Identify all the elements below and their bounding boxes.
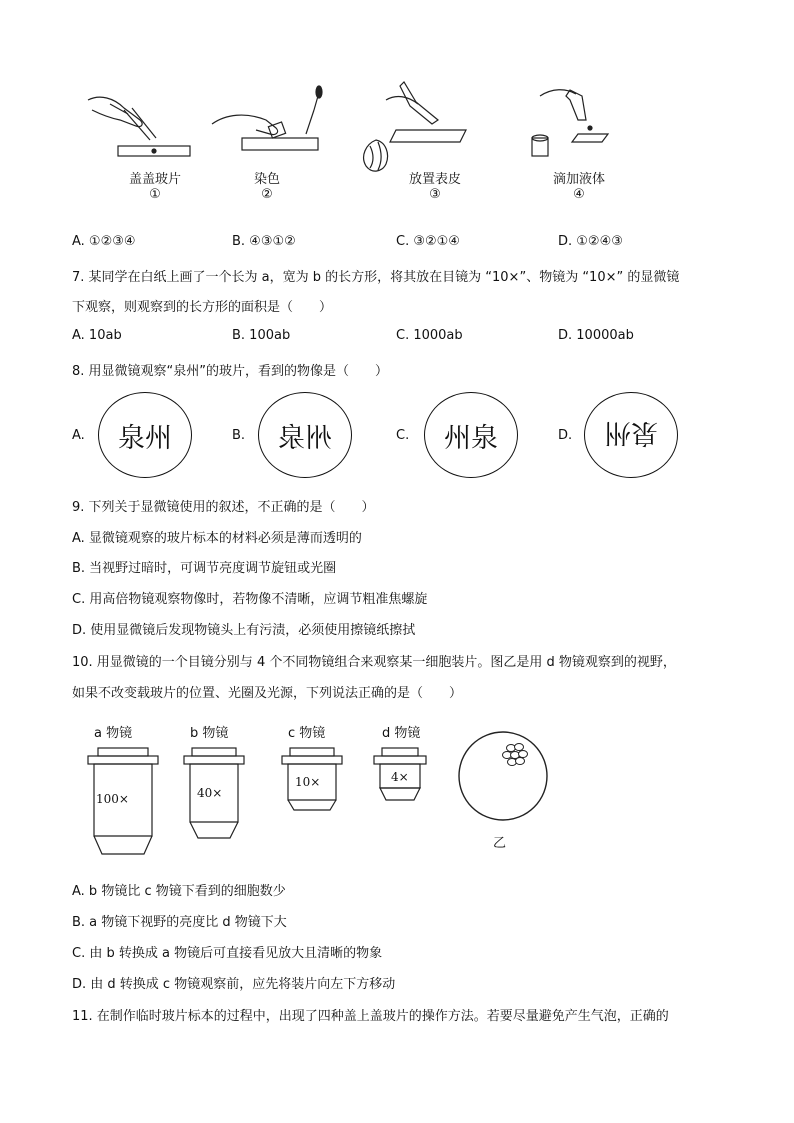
- q10-option-d[interactable]: D. 由 d 转换成 c 物镜观察前，应先将装片向左下方移动: [72, 977, 396, 992]
- objective-b-magnification: 40×: [197, 786, 223, 800]
- cell-cluster: [503, 744, 528, 766]
- view-field-diagram: [455, 728, 551, 824]
- q6-fig4-number: ④: [573, 187, 585, 202]
- q8-label-b[interactable]: B.: [232, 428, 246, 443]
- objective-d-label: d 物镜: [382, 726, 421, 741]
- objectives-diagram: [80, 744, 440, 864]
- q10-option-b[interactable]: B. a 物镜下视野的亮度比 d 物镜下大: [72, 915, 287, 930]
- q8-circle-d[interactable]: [584, 392, 678, 478]
- q7-option-b[interactable]: B. 100ab: [232, 328, 291, 343]
- q8-stem: 8. 用显微镜观察“泉州”的玻片，看到的物像是（ ）: [72, 364, 389, 379]
- q9-option-a[interactable]: A. 显微镜观察的玻片标本的材料必须是薄而透明的: [72, 531, 362, 546]
- q6-option-c[interactable]: C. ③②①④: [396, 234, 460, 249]
- q10-stem-line2: 如果不改变载玻片的位置、光圈及光源，下列说法正确的是（ ）: [72, 686, 463, 701]
- placing-epidermis-illustration: [364, 82, 466, 171]
- cover-slip-illustration: [88, 97, 190, 156]
- q9-option-b[interactable]: B. 当视野过暗时，可调节亮度调节旋钮或光圈: [72, 561, 337, 576]
- q9-stem: 9. 下列关于显微镜使用的叙述，不正确的是（ ）: [72, 500, 375, 515]
- q6-fig2-caption: 染色: [253, 172, 280, 187]
- q8-circle-c[interactable]: [424, 392, 518, 478]
- q6-fig3-number: ③: [429, 187, 441, 202]
- q6-option-b[interactable]: B. ④③①②: [232, 234, 296, 249]
- objective-d-magnification: 4×: [391, 770, 409, 784]
- objective-b-label: b 物镜: [190, 726, 229, 741]
- objective-c-label: c 物镜: [288, 726, 326, 741]
- q8-label-a[interactable]: A.: [72, 428, 85, 443]
- q10-option-c[interactable]: C. 由 b 转换成 a 物镜后可直接看见放大且清晰的物象: [72, 946, 383, 961]
- q9-option-d[interactable]: D. 使用显微镜后发现物镜头上有污渍，必须使用擦镜纸擦拭: [72, 623, 416, 638]
- q7-option-d[interactable]: D. 10000ab: [558, 328, 634, 343]
- q7-stem-line1: 7. 某同学在白纸上画了一个长为 a，宽为 b 的长方形，将其放在目镜为 “10×”、物镜为 “10×” 的显微镜: [72, 270, 680, 285]
- objective-c-magnification: 10×: [295, 775, 321, 789]
- q8-circle-b[interactable]: [258, 392, 352, 478]
- q6-fig4-caption: 滴加液体: [552, 172, 605, 187]
- q6-option-d[interactable]: D. ①②④③: [558, 234, 623, 249]
- q8-text-c: 州泉: [444, 422, 498, 454]
- q6-figure-strip: [70, 80, 630, 180]
- view-field-label: 乙: [493, 836, 507, 851]
- q8-circle-a[interactable]: [98, 392, 192, 478]
- q7-option-c[interactable]: C. 1000ab: [396, 328, 463, 343]
- q8-label-c[interactable]: C.: [396, 428, 410, 443]
- q8-text-a: 泉州: [118, 422, 172, 454]
- objective-a-label: a 物镜: [94, 726, 133, 741]
- q6-fig2-number: ②: [261, 187, 273, 202]
- q6-fig3-caption: 放置表皮: [408, 172, 461, 187]
- q6-fig1-caption: 盖盖玻片: [128, 172, 181, 187]
- q7-stem-line2: 下观察，则观察到的长方形的面积是（ ）: [72, 300, 333, 315]
- q6-fig1-number: ①: [149, 187, 161, 202]
- q10-stem-line1: 10. 用显微镜的一个目镜分别与 4 个不同物镜组合来观察某一细胞装片。图乙是用 d 物镜观察到的视野，: [72, 655, 676, 670]
- adding-liquid-illustration: [532, 90, 608, 156]
- q8-label-d[interactable]: D.: [558, 428, 573, 443]
- q9-option-c[interactable]: C. 用高倍物镜观察物像时，若物像不清晰，应调节粗准焦螺旋: [72, 592, 428, 607]
- q8-text-d-rotated: 泉州: [604, 416, 658, 448]
- q10-option-a[interactable]: A. b 物镜比 c 物镜下看到的细胞数少: [72, 884, 286, 899]
- staining-illustration: [212, 86, 322, 150]
- q11-stem-line1: 11. 在制作临时玻片标本的过程中，出现了四种盖上盖玻片的操作方法。若要尽量避免产生气泡，正确的: [72, 1009, 669, 1024]
- q7-option-a[interactable]: A. 10ab: [72, 328, 122, 343]
- q8-text-b-mirrored: 州泉: [278, 422, 332, 454]
- objective-a-magnification: 100×: [96, 792, 129, 806]
- q6-option-a[interactable]: A. ①②③④: [72, 234, 136, 249]
- view-field-circle: [459, 732, 547, 820]
